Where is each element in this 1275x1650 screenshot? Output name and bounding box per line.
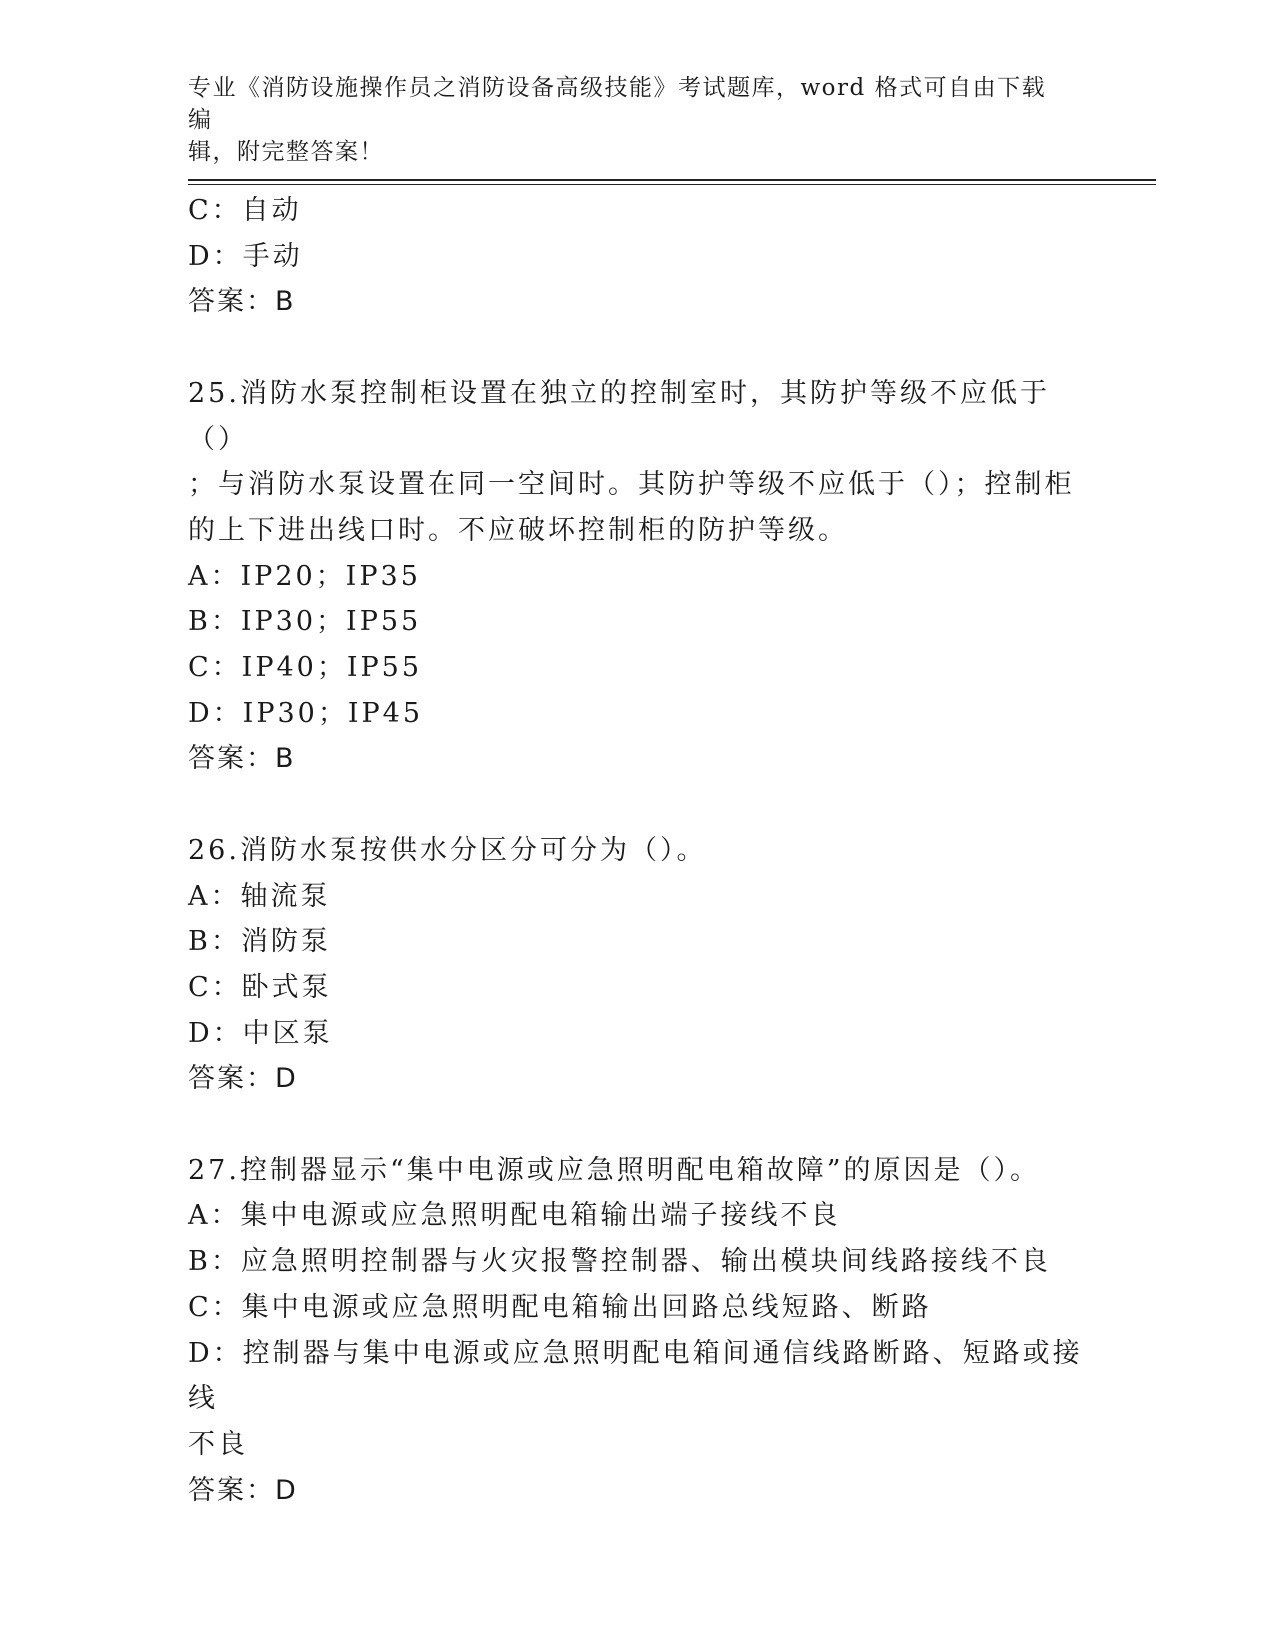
question-stem-line: 26.消防水泵按供水分区分可分为（）。	[188, 834, 707, 866]
option-d: D：IP30；IP45	[188, 697, 424, 729]
question-stem-line: 27.控制器显示“集中电源或应急照明配电箱故障”的原因是（）。	[188, 1154, 1041, 1186]
spacer	[188, 1102, 1088, 1148]
question-stem-line: ；与消防水泵设置在同一空间时。其防护等级不应低于（）；控制柜	[188, 469, 1075, 501]
option-c: C：卧式泵	[188, 971, 332, 1003]
answer-line: 答案：B	[188, 286, 296, 318]
option-b: B：IP30；IP55	[188, 606, 422, 638]
question-stem-line: 25.消防水泵控制柜设置在独立的控制室时，其防护等级不应低于（）	[188, 377, 1050, 455]
option-b: B：消防泵	[188, 926, 331, 958]
question-27	[188, 1148, 1088, 1514]
option-c: C：IP40；IP55	[188, 652, 423, 684]
option-c: C：集中电源或应急照明配电箱输出回路总线短路、断路	[188, 1291, 932, 1323]
header-divider-thick	[188, 179, 1156, 181]
header-divider-thin	[188, 184, 1156, 185]
option-b: B：应急照明控制器与火灾报警控制器、输出模块间线路接线不良	[188, 1246, 1051, 1278]
spacer	[188, 325, 1088, 371]
header-line-2: 辑，附完整答案！	[188, 139, 384, 165]
answer-line: 答案：D	[188, 1063, 298, 1095]
question-stem-line: 的上下进出线口时。不应破坏控制柜的防护等级。	[188, 514, 848, 546]
option-d: D：手动	[188, 240, 303, 272]
question-24-tail	[188, 188, 1088, 325]
header-line-1: 专业《消防设施操作员之消防设备高级技能》考试题库，word 格式可自由下载编	[188, 75, 1047, 133]
spacer	[188, 782, 1088, 828]
option-a: A：集中电源或应急照明配电箱输出端子接线不良	[188, 1200, 841, 1232]
option-d: D：中区泵	[188, 1017, 333, 1049]
answer-line: 答案：B	[188, 743, 296, 775]
question-26	[188, 828, 1088, 1102]
question-25	[188, 371, 1088, 782]
option-d-continuation: 不良	[188, 1428, 248, 1460]
option-a: A：IP20；IP35	[188, 560, 421, 592]
page-header	[188, 72, 1068, 168]
option-c: C：自动	[188, 195, 302, 226]
answer-line: 答案：D	[188, 1474, 298, 1506]
option-d: D：控制器与集中电源或应急照明配电箱间通信线路断路、短路或接线	[188, 1337, 1083, 1415]
question-list	[188, 188, 1088, 1513]
option-a: A：轴流泵	[188, 880, 331, 912]
